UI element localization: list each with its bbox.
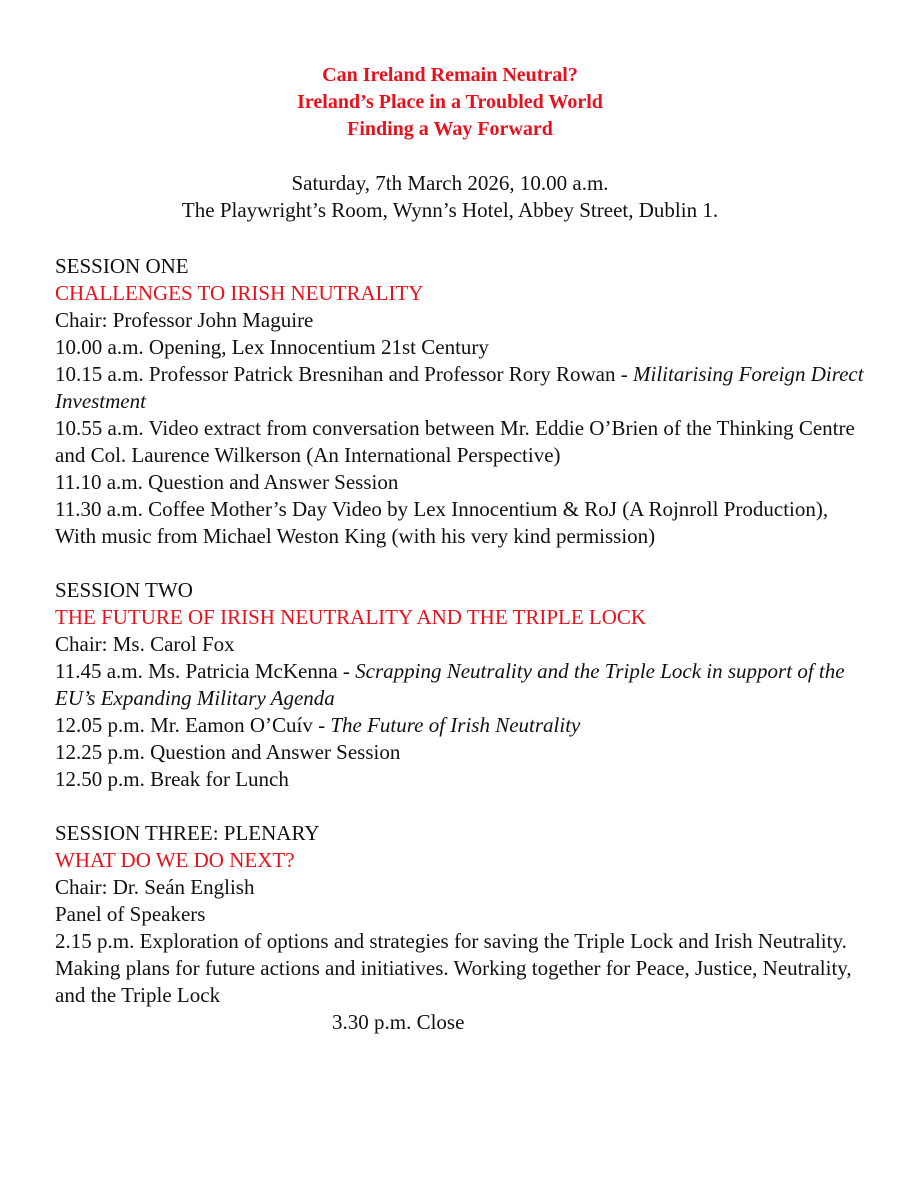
talk-title: Militarising Foreign Direct Investment [55,362,864,413]
event-details [0,170,900,224]
session-three [55,820,875,1036]
talk-title: Scrapping Neutrality and the Triple Lock in support of the EU’s Expanding Military Agenda [55,659,845,710]
session-theme: CHALLENGES TO IRISH NEUTRALITY [55,281,424,305]
session-label: SESSION ONE [55,254,189,278]
schedule-item: 10.55 a.m. Video extract from conversation between Mr. Eddie O’Brien of the Thinking Centre and Col. Laurence Wilkerson (An International Perspective) [55,416,855,467]
session-two [55,577,875,793]
session-theme: WHAT DO WE DO NEXT? [55,848,295,872]
schedule-item: Panel of Speakers [55,902,206,926]
event-tagline: Finding a Way Forward [347,118,553,140]
talk-title: The Future of Irish Neutrality [330,713,581,737]
event-title: Can Ireland Remain Neutral? [322,64,578,86]
schedule-item [55,658,875,712]
schedule-item-text: 10.15 a.m. Professor Patrick Bresnihan and Professor Rory Rowan - [55,362,633,386]
event-venue: The Playwright’s Room, Wynn’s Hotel, Abbey Street, Dublin 1. [181,198,719,222]
event-title-block [0,62,900,143]
schedule-item: 10.00 a.m. Opening, Lex Innocentium 21st Century [55,335,489,359]
schedule-item: 11.10 a.m. Question and Answer Session [55,470,399,494]
schedule-item: With music from Michael Weston King (with his very kind permission) [55,524,656,548]
session-chair: Chair: Ms. Carol Fox [55,632,235,656]
schedule-item [55,361,875,415]
schedule-item [55,712,875,739]
session-theme: THE FUTURE OF IRISH NEUTRALITY AND THE TRIPLE LOCK [55,605,647,629]
session-label: SESSION THREE: PLENARY [55,821,320,845]
closing-time: 3.30 p.m. Close [332,1010,465,1034]
schedule-item: 2.15 p.m. Exploration of options and strategies for saving the Triple Lock and Irish Neutrality. [55,929,847,953]
event-date: Saturday, 7th March 2026, 10.00 a.m. [291,171,609,195]
schedule-item-text: 12.05 p.m. Mr. Eamon O’Cuív - [55,713,331,737]
event-subtitle: Ireland’s Place in a Troubled World [297,91,603,113]
schedule-item: 11.30 a.m. Coffee Mother’s Day Video by Lex Innocentium & RoJ (A Rojnroll Production), [55,497,829,521]
session-one [55,253,875,550]
schedule-item: 12.25 p.m. Question and Answer Session [55,740,401,764]
schedule-item: Making plans for future actions and initiatives. Working together for Peace, Justice, Neutrality, and the Triple Lock [55,956,852,1007]
session-label: SESSION TWO [55,578,193,602]
session-chair: Chair: Dr. Seán English [55,875,255,899]
schedule-item-text: 11.45 a.m. Ms. Patricia McKenna - [55,659,356,683]
programme-schedule [55,253,875,1036]
schedule-item: 12.50 p.m. Break for Lunch [55,767,289,791]
session-chair: Chair: Professor John Maguire [55,308,314,332]
